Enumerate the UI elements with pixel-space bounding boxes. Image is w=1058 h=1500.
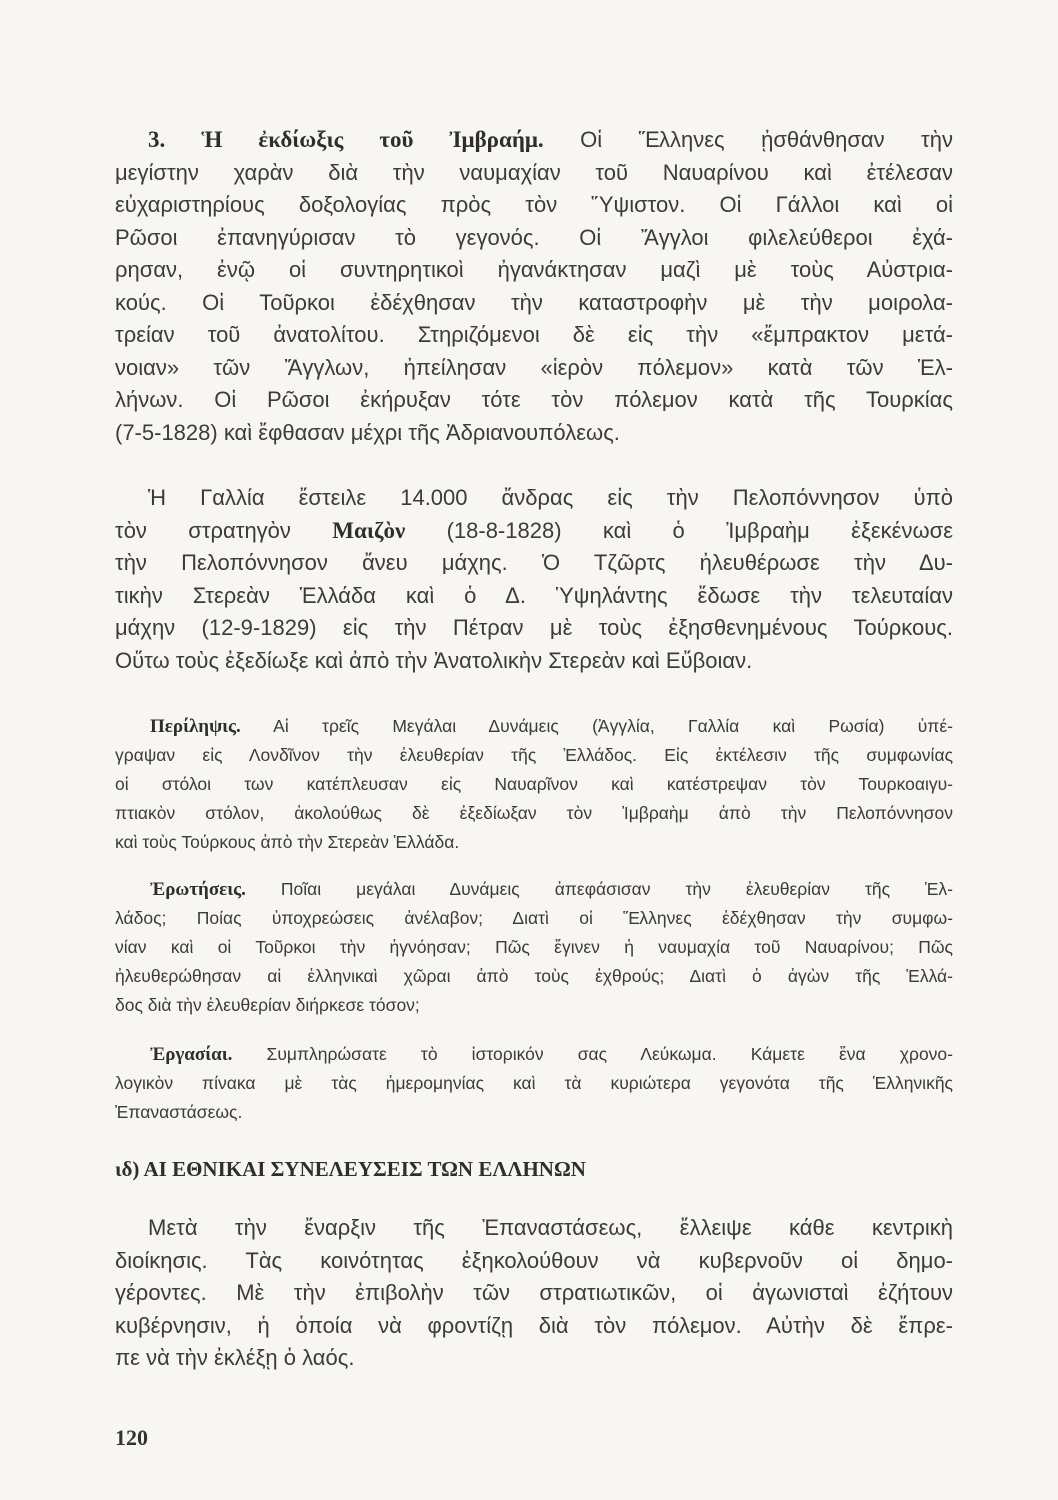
paragraph-line: εὐχαριστηρίους δοξολογίας πρὸς τὸν Ὕψιστον. Οἱ Γάλλοι καὶ οἱ xyxy=(115,192,953,217)
paragraph-line: γέροντες. Μὲ τὴν ἐπιβολὴν τῶν στρατιωτικῶν, οἱ ἀγωνισταὶ ἐζήτουν xyxy=(115,1280,953,1305)
section-heading: ιδ) ΑΙ ΕΘΝΙΚΑΙ ΣΥΝΕΛΕΥΣΕΙΣ ΤΩΝ ΕΛΛΗΝΩΝ xyxy=(115,1157,586,1181)
paragraph-line: τικὴν Στερεὰν Ἑλλάδα καὶ ὁ Δ. Ὑψηλάντης ἔδωσε τὴν τελευταίαν xyxy=(115,582,953,608)
paragraph-line: νίαν καὶ οἱ Τοῦρκοι τὴν ἠγνόησαν; Πῶς ἔγινεν ἡ ναυμαχία τοῦ Ναυαρίνου; Πῶς xyxy=(115,937,953,957)
paragraph-line: λάδος; Ποίας ὑποχρεώσεις ἀνέλαβον; Διατὶ οἱ Ἕλληνες ἐδέχθησαν τὴν συμφω- xyxy=(115,908,953,928)
paragraph-line: Ἐπαναστάσεως. xyxy=(115,1102,243,1122)
paragraph-line: μάχην (12-9-1829) εἰς τὴν Πέτραν μὲ τοὺς ἐξησθενημένους Τούρκους. xyxy=(115,615,953,640)
paragraph-line: πε νὰ τὴν ἐκλέξῃ ὁ λαός. xyxy=(115,1345,355,1370)
paragraph-line: κυβέρνησιν, ἡ ὁποία νὰ φροντίζῃ διὰ τὸν πόλεμον. Αὐτὴν δὲ ἔπρε- xyxy=(115,1312,953,1338)
tasks-label: Ἐργασίαι. xyxy=(150,1044,233,1065)
paragraph-line: οἱ στόλοι των κατέπλευσαν εἰς Ναυαρῖνον καὶ κατέστρεψαν τὸν Τουρκοαιγυ- xyxy=(115,774,953,794)
paragraph-line xyxy=(115,124,953,157)
line-text: (18-8-1828) καὶ ὁ Ἰμβραὴμ ἐξεκένωσε xyxy=(446,517,954,543)
tasks xyxy=(115,1040,953,1127)
paragraph-line: καὶ τοὺς Τούρκους ἀπὸ τὴν Στερεὰν Ἑλλάδα. xyxy=(115,832,460,852)
paragraph-line: Μετὰ τὴν ἔναρξιν τῆς Ἐπαναστάσεως, ἔλλειψε κάθε κεντρικὴ xyxy=(148,1215,953,1240)
paragraph-line: ἠλευθερώθησαν αἱ ἑλληνικαὶ χῶραι ἀπὸ τοὺς ἐχθρούς; Διατὶ ὁ ἀγὼν τῆς Ἑλλά- xyxy=(115,966,953,986)
questions-label: Ἐρωτήσεις. xyxy=(150,879,246,900)
line-text: Οἱ Ἕλληνες ᾐσθάνθησαν τὴν xyxy=(580,127,953,152)
paragraph-line: τὴν Πελοπόννησον ἄνευ μάχης. Ὁ Τζῶρτς ἠλευθέρωσε τὴν Δυ- xyxy=(115,550,953,575)
paragraph-line xyxy=(115,515,953,548)
paragraph-line: Ἡ Γαλλία ἔστειλε 14.000 ἄνδρας εἰς τὴν Πελοπόννησον ὑπὸ xyxy=(148,485,953,510)
line-text: Συμπληρώσατε τὸ ἱστορικόν σας Λεύκωμα. Κάμετε ἕνα χρονο- xyxy=(266,1044,953,1064)
paragraph-france xyxy=(115,482,953,677)
page-number: 120 xyxy=(115,1425,148,1450)
bold-name: Μαιζὸν xyxy=(332,517,406,543)
paragraph-line: διοίκησις. Τὰς κοινότητας ἐξηκολούθουν νὰ κυβερνοῦν οἱ δημο- xyxy=(115,1247,953,1273)
paragraph-line: (7-5-1828) καὶ ἔφθασαν μέχρι τῆς Ἀδριανουπόλεως. xyxy=(115,419,620,445)
paragraph-line: ρησαν, ἐνῷ οἱ συντηρητικοὶ ἠγανάκτησαν μαζὶ μὲ τοὺς Αὐστρια- xyxy=(115,257,953,282)
paragraph-line: τρείαν τοῦ ἀνατολίτου. Στηριζόμενοι δὲ εἰς τὴν «ἔμπρακτον μετά- xyxy=(115,322,953,347)
paragraph-line: δος διὰ τὴν ἐλευθερίαν διήρκεσε τόσον; xyxy=(115,995,420,1015)
section-title: 3. Ἡ ἐκδίωξις τοῦ Ἰμβραήμ. xyxy=(148,127,544,152)
line-text: Ποῖαι μεγάλαι Δυνάμεις ἀπεφάσισαν τὴν ἐλευθερίαν τῆς Ἑλ- xyxy=(280,879,953,899)
paragraph-line: λογικὸν πίνακα μὲ τὰς ἡμερομηνίας καὶ τὰ κυριώτερα γεγονότα τῆς Ἑλληνικῆς xyxy=(115,1073,953,1093)
paragraph-line: νοιαν» τῶν Ἄγγλων, ἠπείλησαν «ἱερὸν πόλεμον» κατὰ τῶν Ἑλ- xyxy=(115,354,953,380)
paragraph-line: Ρῶσοι ἐπανηγύρισαν τὸ γεγονός. Οἱ Ἄγγλοι φιλελεύθεροι ἐχά- xyxy=(115,224,953,250)
line-text: Αἱ τρεῖς Μεγάλαι Δυνάμεις (Ἀγγλία, Γαλλία καὶ Ρωσία) ὑπέ- xyxy=(273,716,953,736)
line-text: τὸν στρατηγὸν xyxy=(115,517,291,543)
paragraph-line: κούς. Οἱ Τοῦρκοι ἐδέχθησαν τὴν καταστροφὴν μὲ τὴν μοιρολα- xyxy=(115,289,953,315)
paragraph-line: Οὕτω τοὺς ἐξεδίωξε καὶ ἀπὸ τὴν Ἀνατολικὴν Στερεὰν καὶ Εὔβοιαν. xyxy=(115,647,753,673)
paragraph-line xyxy=(115,712,953,741)
section-ekdioxis xyxy=(115,124,953,449)
paragraph-line xyxy=(115,1040,953,1069)
paragraph-line: λήνων. Οἱ Ρῶσοι ἐκήρυξαν τότε τὸν πόλεμον κατὰ τῆς Τουρκίας xyxy=(115,387,953,412)
paragraph-line: μεγίστην χαρὰν διὰ τὴν ναυμαχίαν τοῦ Ναυαρίνου καὶ ἐτέλεσαν xyxy=(115,159,953,185)
assemblies-paragraph xyxy=(115,1212,953,1375)
questions xyxy=(115,875,953,1020)
summary xyxy=(115,712,953,857)
paragraph-line: γραψαν εἰς Λονδῖνον τὴν ἐλευθερίαν τῆς Ἑλλάδος. Εἰς ἐκτέλεσιν τῆς συμφωνίας xyxy=(115,745,953,765)
summary-label: Περίληψις. xyxy=(150,716,241,737)
paragraph-line: πτιακὸν στόλον, ἀκολούθως δὲ ἐξεδίωξαν τὸν Ἰμβραὴμ ἀπὸ τὴν Πελοπόννησον xyxy=(115,803,953,823)
paragraph-line xyxy=(115,875,953,904)
